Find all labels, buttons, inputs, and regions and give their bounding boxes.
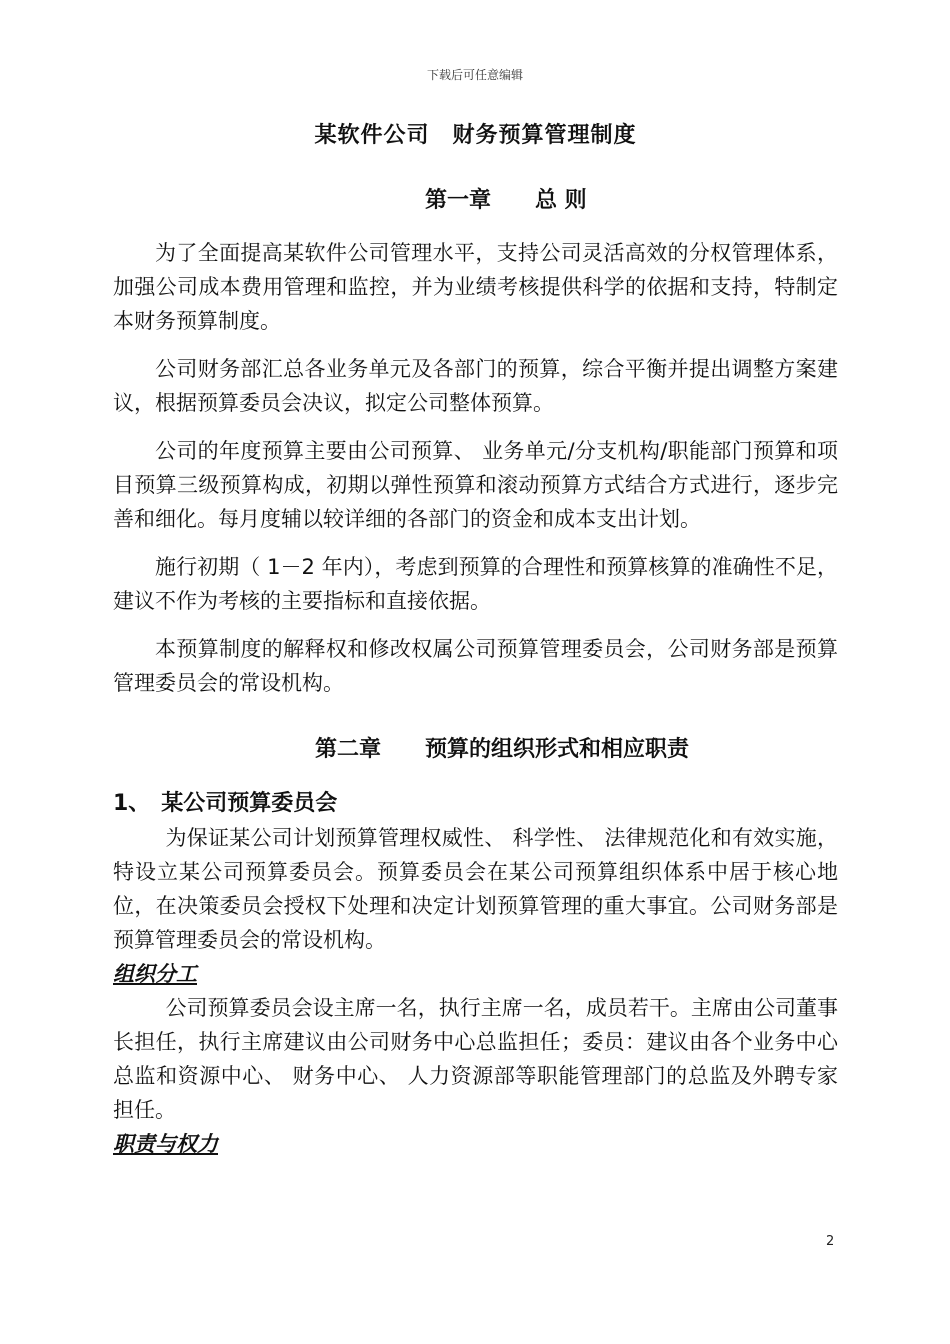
organization-paragraph: 公司预算委员会设主席一名，执行主席一名，成员若干。主席由公司董事长担任，执行主席建议由公司财务中心总监担任；委员：建议由各个业务中心总监和资源中心、 财务中心、 人力资源部等职能管理部门的总监及外聘专家担任。 xyxy=(113,996,838,1122)
chapter-1-paragraph-3: 公司的年度预算主要由公司预算、 业务单元/分支机构/职能部门预算和项目预算三级预算构成，初期以弹性预算和滚动预算方式结合方式进行，逐步完善和细化。每月度辅以较详细的各部门的资金和成本支出计划。 xyxy=(113,439,838,531)
document-body xyxy=(113,118,838,1161)
chapter-1-paragraph-4: 施行初期（ 1－2 年内），考虑到预算的合理性和预算核算的准确性不足，建议不作为考核的主要指标和直接依据。 xyxy=(113,555,838,613)
chapter-1-paragraph-2: 公司财务部汇总各业务单元及各部门的预算，综合平衡并提出调整方案建议，根据预算委员会决议，拟定公司整体预算。 xyxy=(113,357,838,415)
document-title: 某软件公司 财务预算管理制度 xyxy=(314,123,637,148)
section-1-paragraph: 为保证某公司计划预算管理权威性、 科学性、 法律规范化和有效实施，特设立某公司预算委员会。预算委员会在某公司预算组织体系中居于核心地位，在决策委员会授权下处理和决定计划预算管理的重大事宜。公司财务部是预算管理委员会的常设机构。 xyxy=(113,826,838,952)
section-1-heading: 1、 某公司预算委员会 xyxy=(113,791,338,816)
header-note: 下载后可任意编辑 xyxy=(426,68,523,82)
chapter-1-title: 第一章 总 则 xyxy=(425,188,587,213)
chapter-1-paragraph-5: 本预算制度的解释权和修改权属公司预算管理委员会，公司财务部是预算管理委员会的常设机构。 xyxy=(113,637,838,695)
subheading-organization: 组织分工 xyxy=(113,962,197,986)
chapter-1-paragraph-1: 为了全面提高某软件公司管理水平，支持公司灵活高效的分权管理体系，加强公司成本费用管理和监控，并为业绩考核提供科学的依据和支持，特制定本财务预算制度。 xyxy=(113,241,838,333)
chapter-2-title: 第二章 预算的组织形式和相应职责 xyxy=(315,737,690,762)
page-number: 2 xyxy=(826,1234,835,1249)
subheading-duties: 职责与权力 xyxy=(113,1132,218,1156)
